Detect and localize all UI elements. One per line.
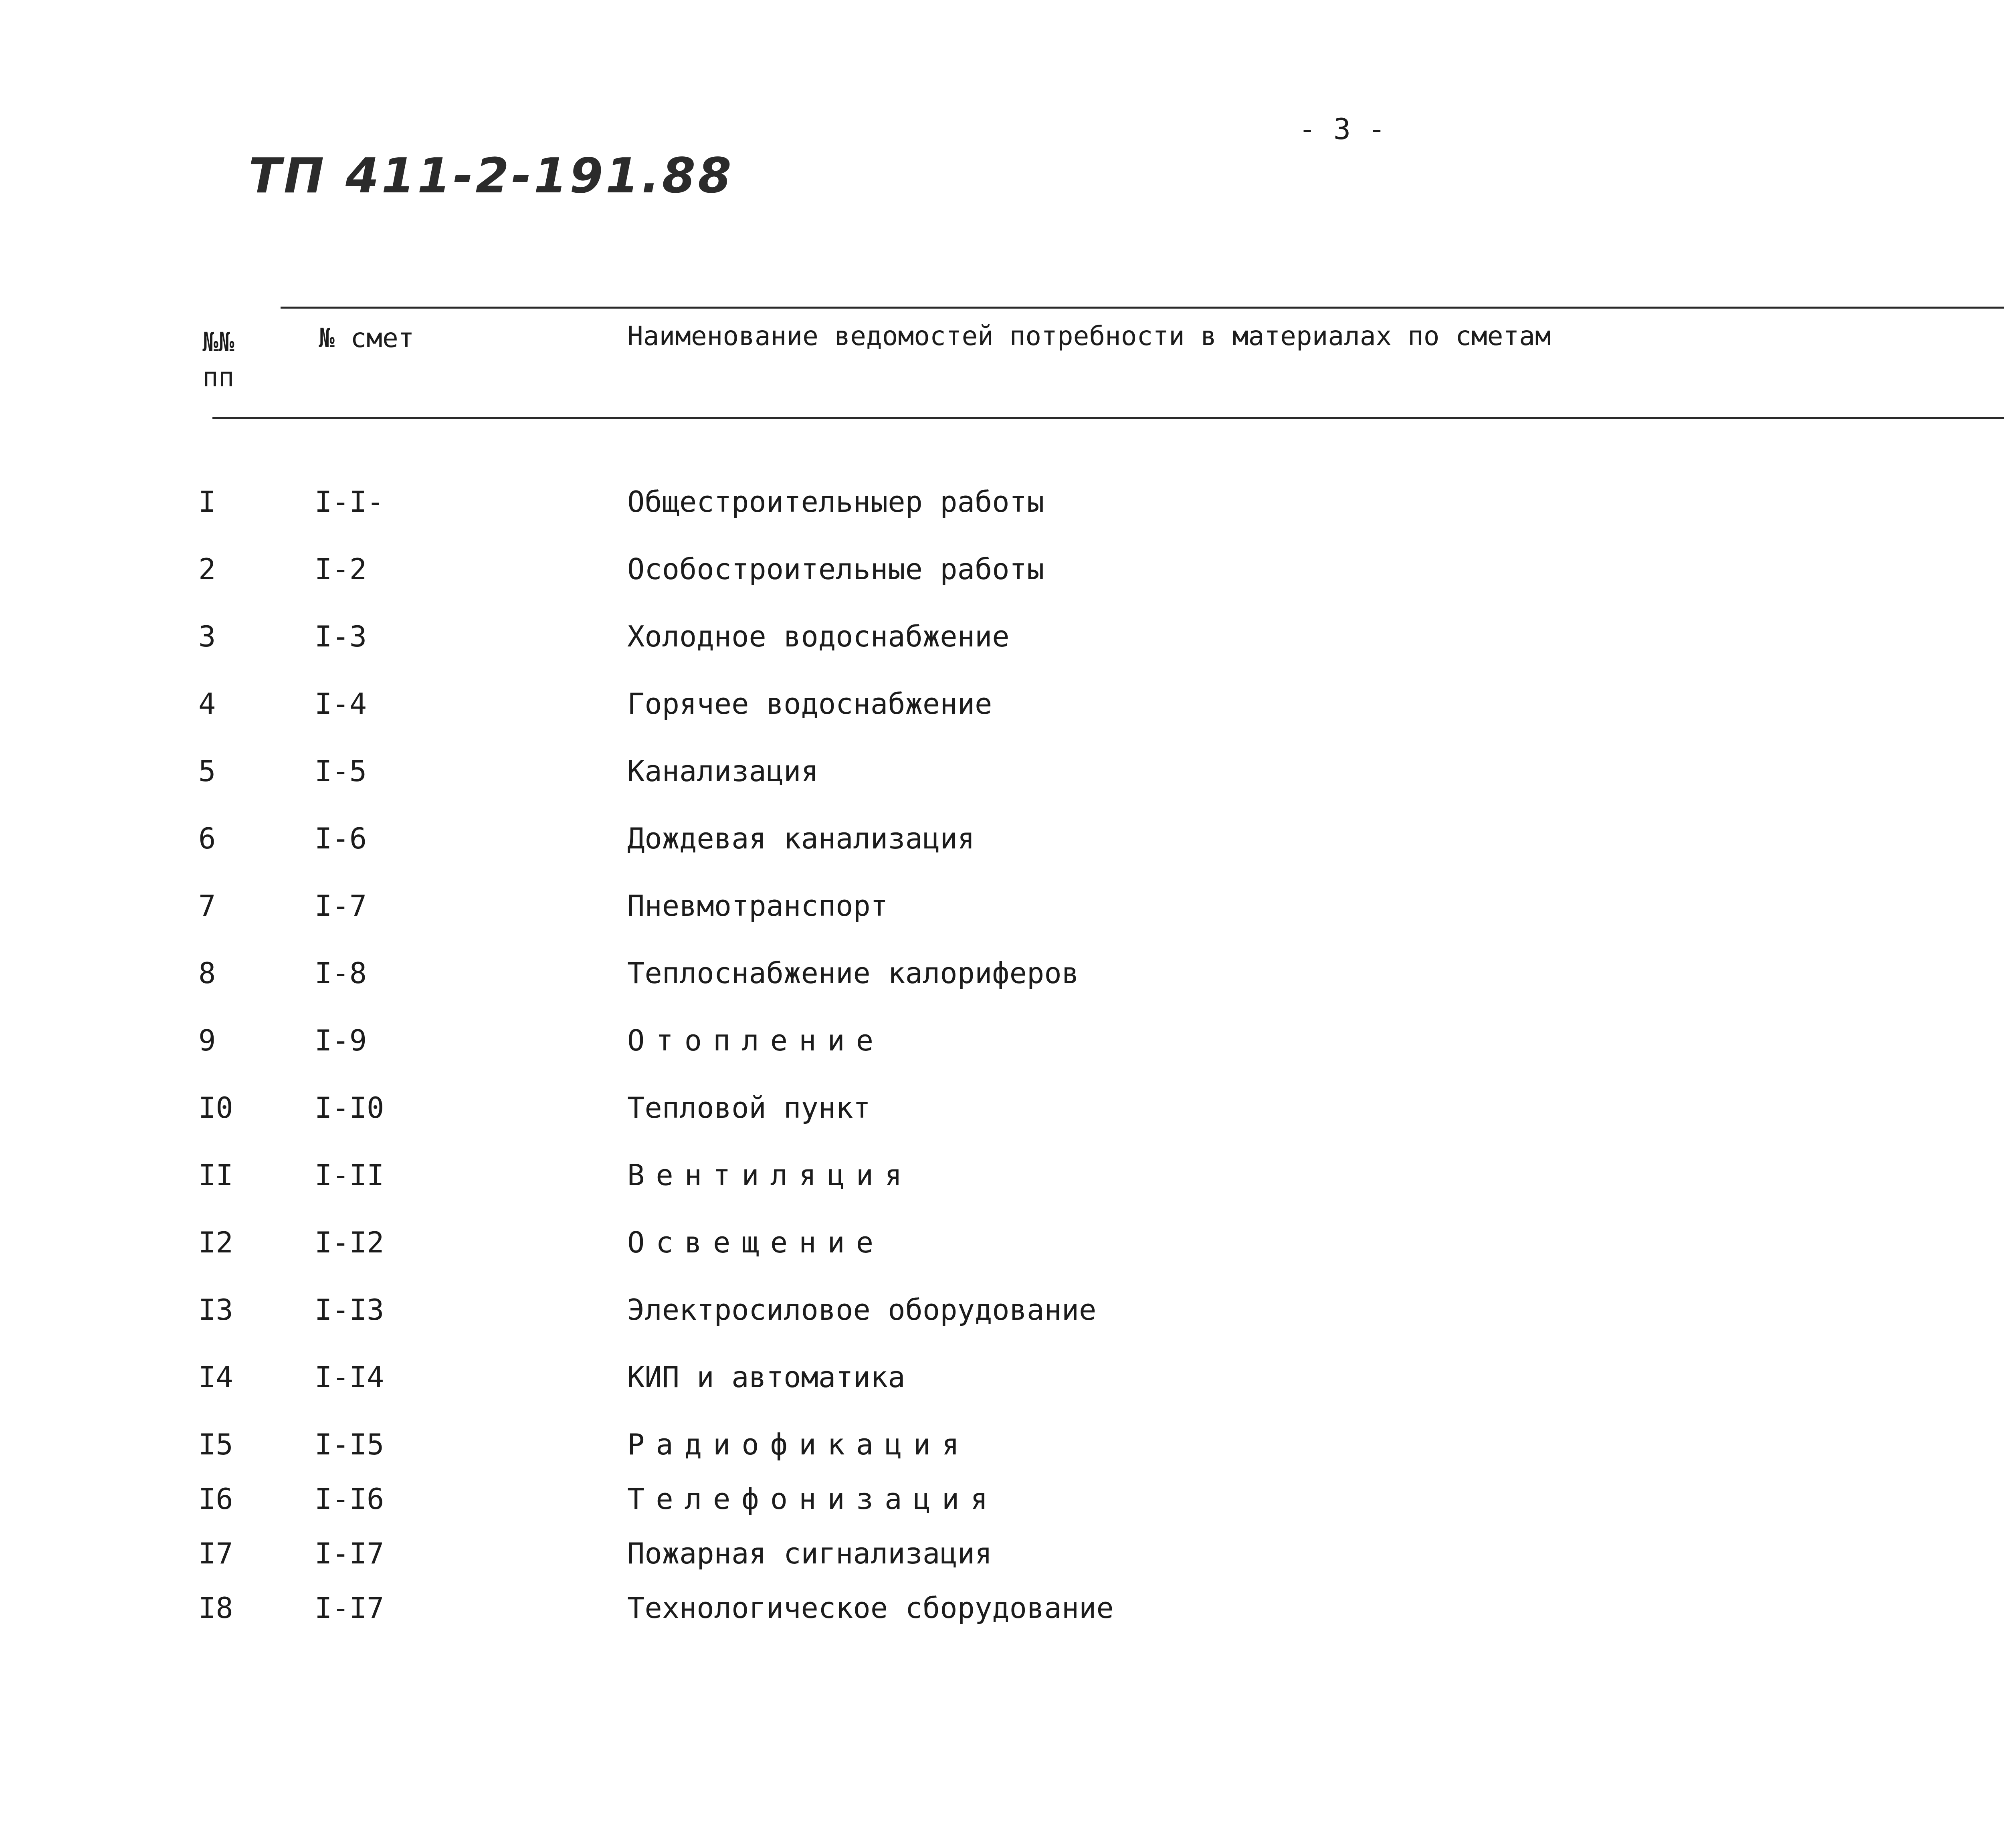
row-number: I6 <box>198 1482 233 1516</box>
row-name: Пожарная сигнализация <box>627 1537 992 1570</box>
column-header-estimate: № смет <box>319 323 414 353</box>
table-row <box>0 485 2004 529</box>
row-estimate: I-I7 <box>315 1591 384 1625</box>
row-name: Общестроительныер работы <box>627 485 1044 519</box>
table-row <box>0 754 2004 798</box>
row-name: Теплоснабжение калориферов <box>627 956 1079 990</box>
row-estimate: I-9 <box>315 1024 367 1057</box>
row-estimate: I-I4 <box>315 1360 384 1394</box>
row-estimate: I-II <box>315 1158 384 1192</box>
table-row <box>0 1226 2004 1270</box>
row-number: I3 <box>198 1293 233 1327</box>
row-estimate: I-I7 <box>315 1537 384 1570</box>
row-name: Телефонизация <box>627 1482 999 1516</box>
row-number: 9 <box>198 1024 216 1057</box>
table-row <box>0 956 2004 1000</box>
row-number: 8 <box>198 956 216 990</box>
table-top-rule <box>281 307 2004 309</box>
column-header-number-line2: пп <box>202 362 234 393</box>
row-number: I7 <box>198 1537 233 1570</box>
column-header-name: Наименование ведомостей потребности в материалах по сметам <box>627 321 1551 351</box>
row-estimate: I-8 <box>315 956 367 990</box>
row-estimate: I-2 <box>315 552 367 586</box>
table-row <box>0 1158 2004 1202</box>
row-name: Освещение <box>627 1226 885 1259</box>
document-code: ТП 411-2-191.88 <box>248 148 734 204</box>
row-name: Дождевая канализация <box>627 822 975 855</box>
row-estimate: I-5 <box>315 754 367 788</box>
column-header-number-line1: №№ <box>202 327 234 357</box>
row-number: I <box>198 485 216 519</box>
row-estimate: I-I2 <box>315 1226 384 1259</box>
row-name: Холодное водоснабжение <box>627 620 1010 653</box>
row-name: Отопление <box>627 1024 885 1057</box>
row-number: 3 <box>198 620 216 653</box>
row-number: I2 <box>198 1226 233 1259</box>
row-estimate: I-4 <box>315 687 367 721</box>
table-row <box>0 889 2004 933</box>
row-name: Тепловой пункт <box>627 1091 871 1125</box>
row-estimate: I-I0 <box>315 1091 384 1125</box>
row-estimate: I-7 <box>315 889 367 923</box>
row-number: 5 <box>198 754 216 788</box>
row-name: Особостроительные работы <box>627 552 1044 586</box>
table-row <box>0 1091 2004 1135</box>
row-number: I0 <box>198 1091 233 1125</box>
row-number: 4 <box>198 687 216 721</box>
row-estimate: I-I- <box>315 485 384 519</box>
row-number: II <box>198 1158 233 1192</box>
row-number: I4 <box>198 1360 233 1394</box>
row-estimate: I-6 <box>315 822 367 855</box>
table-row <box>0 687 2004 731</box>
row-name: КИП и автоматика <box>627 1360 905 1394</box>
table-row <box>0 1537 2004 1581</box>
table-row <box>0 822 2004 866</box>
row-estimate: I-I5 <box>315 1428 384 1461</box>
row-number: I8 <box>198 1591 233 1625</box>
row-name: Горячее водоснабжение <box>627 687 992 721</box>
row-estimate: I-I3 <box>315 1293 384 1327</box>
table-row <box>0 1591 2004 1635</box>
table-row <box>0 1360 2004 1404</box>
table-row <box>0 620 2004 664</box>
table-row <box>0 1428 2004 1472</box>
row-number: 7 <box>198 889 216 923</box>
row-name: Технологическое сборудование <box>627 1591 1114 1625</box>
table-row <box>0 552 2004 596</box>
table-header-rule <box>212 417 2004 419</box>
column-header-number <box>202 325 250 395</box>
row-number: 2 <box>198 552 216 586</box>
row-name: Канализация <box>627 754 818 788</box>
row-name: Радиофикация <box>627 1428 971 1461</box>
row-name: Пневмотранспорт <box>627 889 888 923</box>
row-estimate: I-I6 <box>315 1482 384 1516</box>
row-name: Электросиловое оборудование <box>627 1293 1097 1327</box>
table-row <box>0 1293 2004 1337</box>
table-row <box>0 1482 2004 1526</box>
row-name: Вентиляция <box>627 1158 913 1192</box>
row-estimate: I-3 <box>315 620 367 653</box>
row-number: I5 <box>198 1428 233 1461</box>
page-number: - 3 - <box>1299 112 1386 146</box>
row-number: 6 <box>198 822 216 855</box>
table-row <box>0 1024 2004 1068</box>
